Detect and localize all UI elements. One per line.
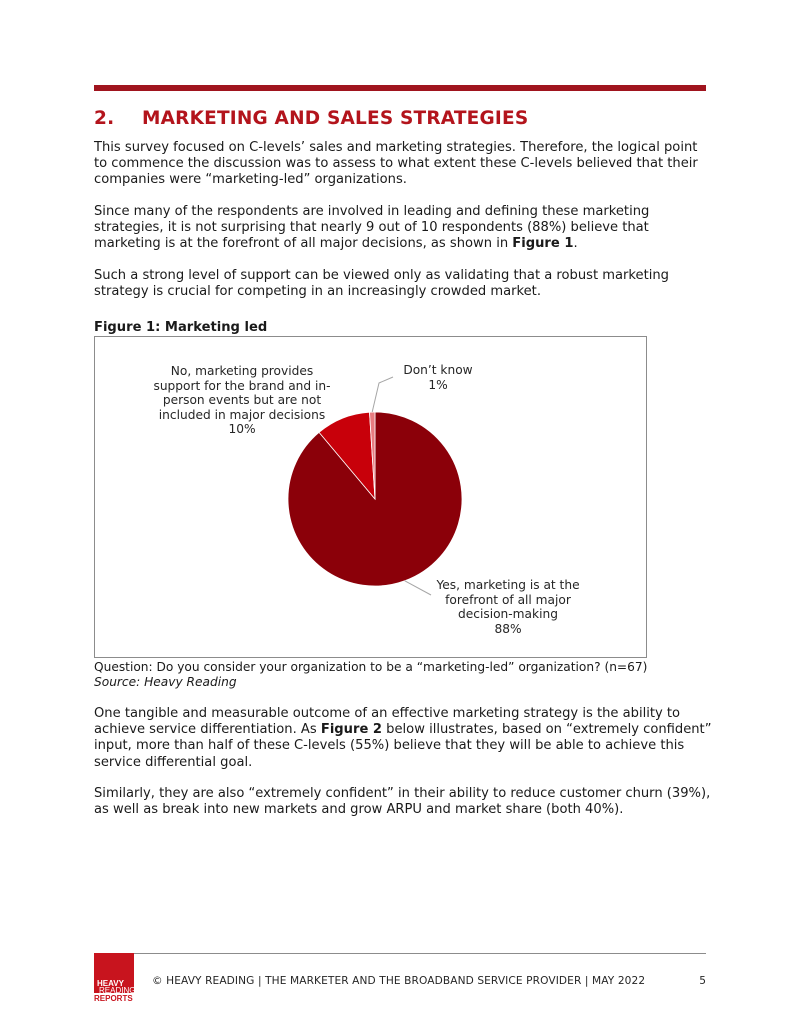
- figure-1-reference: Figure 1: [512, 236, 574, 252]
- pie-label-yes-line2: forefront of all major: [445, 592, 571, 607]
- logo-reports-text: REPORTS: [94, 994, 133, 1003]
- figure-2-reference: Figure 2: [320, 722, 383, 738]
- paragraph-support: Such a strong level of support can be viewed only as validating that a robust marketing strategy is crucial for competing in an increasingly crowded market.: [94, 268, 669, 300]
- pie-label-no: [147, 364, 337, 437]
- pie-chart-frame: [94, 336, 647, 658]
- pie-label-no-line4: included in major decisions: [158, 407, 326, 422]
- paragraph-differentiation-end: below illustrates, based on “extremely confident” input, more than half of these C-levels (55%) believe that they will be able to achieve this service differential goal.: [94, 722, 712, 770]
- page-number: 5: [699, 975, 706, 987]
- paragraph-respondents: [94, 204, 714, 253]
- leader-line-yes: [405, 581, 431, 595]
- logo-reading-text: READING: [99, 986, 136, 995]
- pie-label-no-value: 10%: [228, 422, 256, 437]
- heavy-reading-logo: [94, 953, 134, 1003]
- footer-rule: [94, 953, 706, 954]
- pie-label-yes: [433, 578, 583, 636]
- logo-heavy-text: HEAVY: [97, 979, 124, 988]
- pie-label-no-line1: No, marketing provides: [170, 364, 314, 378]
- figure-source: Source: Heavy Reading: [94, 675, 237, 689]
- section-number: 2.: [94, 108, 115, 129]
- pie-label-no-line2: support for the brand and in-: [153, 378, 331, 393]
- pie-slices: [288, 412, 462, 586]
- paragraph-churn: Similarly, they are also “extremely confident” in their ability to reduce customer churn (39%), as well as break into new markets and grow ARPU and market share (both 40%).: [94, 786, 711, 818]
- pie-label-dont-know-line1: Don’t know: [403, 363, 473, 377]
- paragraph-differentiation: [94, 706, 714, 771]
- pie-label-dont-know-value: 1%: [428, 377, 448, 392]
- pie-label-yes-line3: decision-making: [458, 607, 558, 622]
- figure-question: Question: Do you consider your organization to be a “marketing-led” organization? (n=67): [94, 660, 648, 674]
- section-title: MARKETING AND SALES STRATEGIES: [142, 108, 529, 129]
- pie-label-no-line3: person events but are not: [162, 393, 322, 408]
- paragraph-respondents-text: Since many of the respondents are involved in leading and defining these marketing strategies, it is not surprising that nearly 9 out of 10 respondents (88%) believe that marketing is at the forefront of all major decisions, as shown in: [94, 204, 650, 252]
- paragraph-respondents-end: .: [573, 236, 578, 252]
- figure-caption: Figure 1: Marketing led: [94, 320, 268, 335]
- paragraph-intro: This survey focused on C-levels’ sales and marketing strategies. Therefore, the logical point to commence the discussion was to assess to what extent these C-levels believed that their companies were “marketing-led” organizations.: [94, 140, 698, 188]
- pie-label-dont-know: [393, 363, 483, 392]
- section-heading: [94, 108, 528, 129]
- pie-label-yes-line1: Yes, marketing is at the: [436, 578, 580, 592]
- leader-line-dont-know: [372, 377, 393, 412]
- pie-label-yes-value: 88%: [494, 621, 522, 636]
- footer-text: © HEAVY READING | THE MARKETER AND THE BROADBAND SERVICE PROVIDER | MAY 2022: [152, 975, 646, 987]
- top-rule: [94, 85, 706, 91]
- paragraph-differentiation-text: One tangible and measurable outcome of an effective marketing strategy is the ability to achieve service differentiation. As: [94, 706, 681, 738]
- logo-box: [94, 953, 134, 993]
